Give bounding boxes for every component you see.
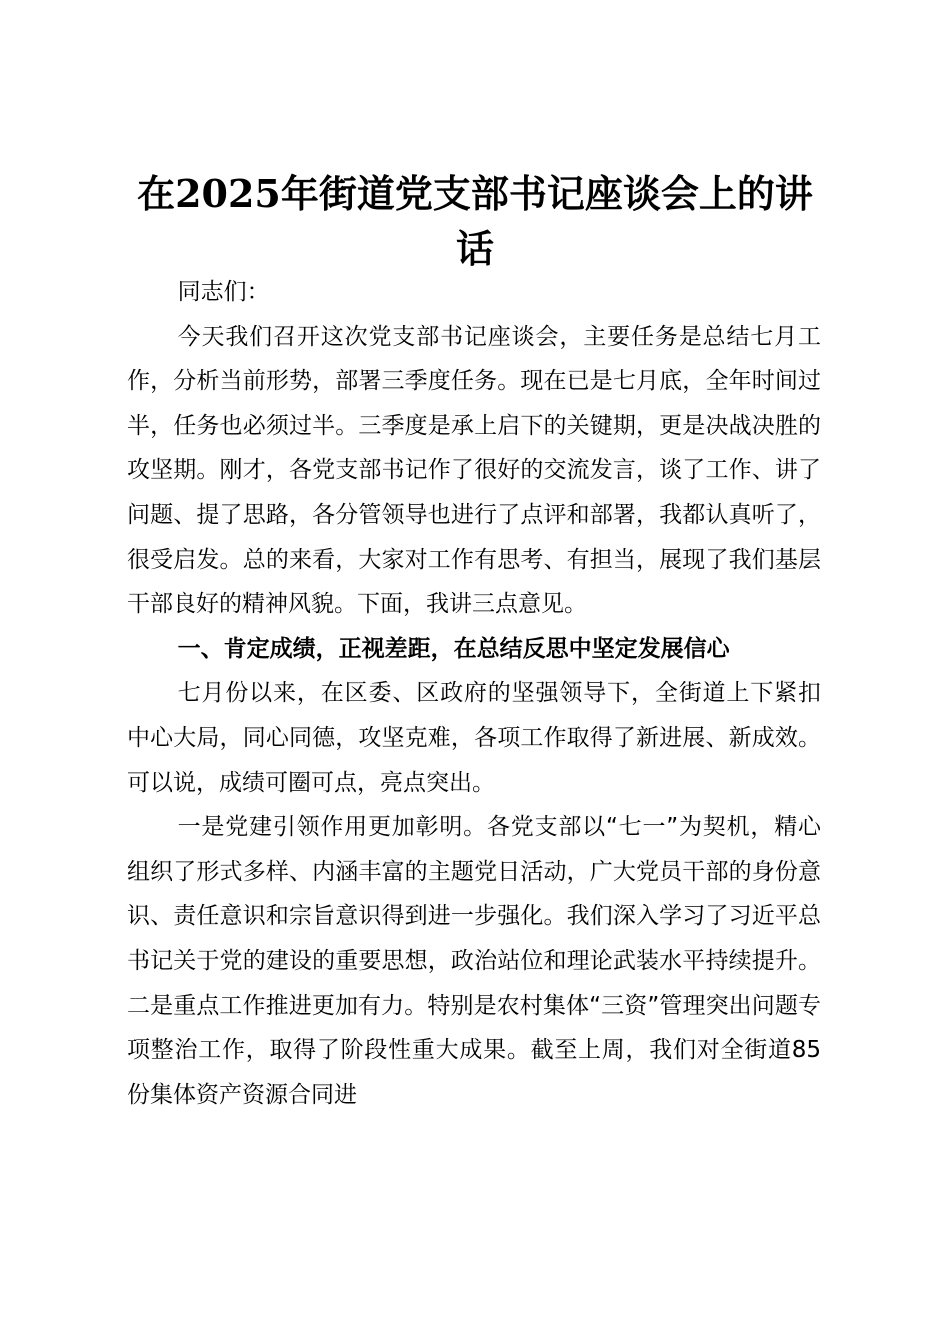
section-heading-1: 一、肯定成绩，正视差距，在总结反思中坚定发展信心 [177, 635, 730, 662]
paragraph-section-1-details: 一是党建引领作用更加彰明。各党支部以“七一”为契机，精心组织了形式多样、内涵丰富的主题党日活动，广大党员干部的身份意识、责任意识和宗旨意识得到进一步强化。我们深入学习了习近平总书记关于党的建设的重要思想，政治站位和理论武装水平持续提升。二是重点工作推进更加有力。特别是农村集体“三资”管理突出问题专项整治工作，取得了阶段性重大成果。截至上周，我们对全街道85份集体资产资源合同进 [127, 814, 821, 1108]
salutation: 同志们： [177, 279, 270, 305]
paragraph-intro: 今天我们召开这次党支部书记座谈会，主要任务是总结七月工作，分析当前形势，部署三季度任务。现在已是七月底，全年时间过半，任务也必须过半。三季度是承上启下的关键期，更是决战决胜的攻坚期。刚才，各党支部书记作了很好的交流发言，谈了工作、讲了问题、提了思路，各分管领导也进行了点评和部署，我都认真听了，很受启发。总的来看，大家对工作有思考、有担当，展现了我们基层干部良好的精神风貌。下面，我讲三点意见。 [127, 323, 821, 618]
paragraph-section-1-intro: 七月份以来，在区委、区政府的坚强领导下，全街道上下紧扣中心大局，同心同德，攻坚克难，各项工作取得了新进展、新成效。可以说，成绩可圈可点，亮点突出。 [127, 680, 821, 796]
document-title: 在2025年街道党支部书记座谈会上的讲话 [137, 171, 813, 271]
document-body [127, 270, 821, 1117]
